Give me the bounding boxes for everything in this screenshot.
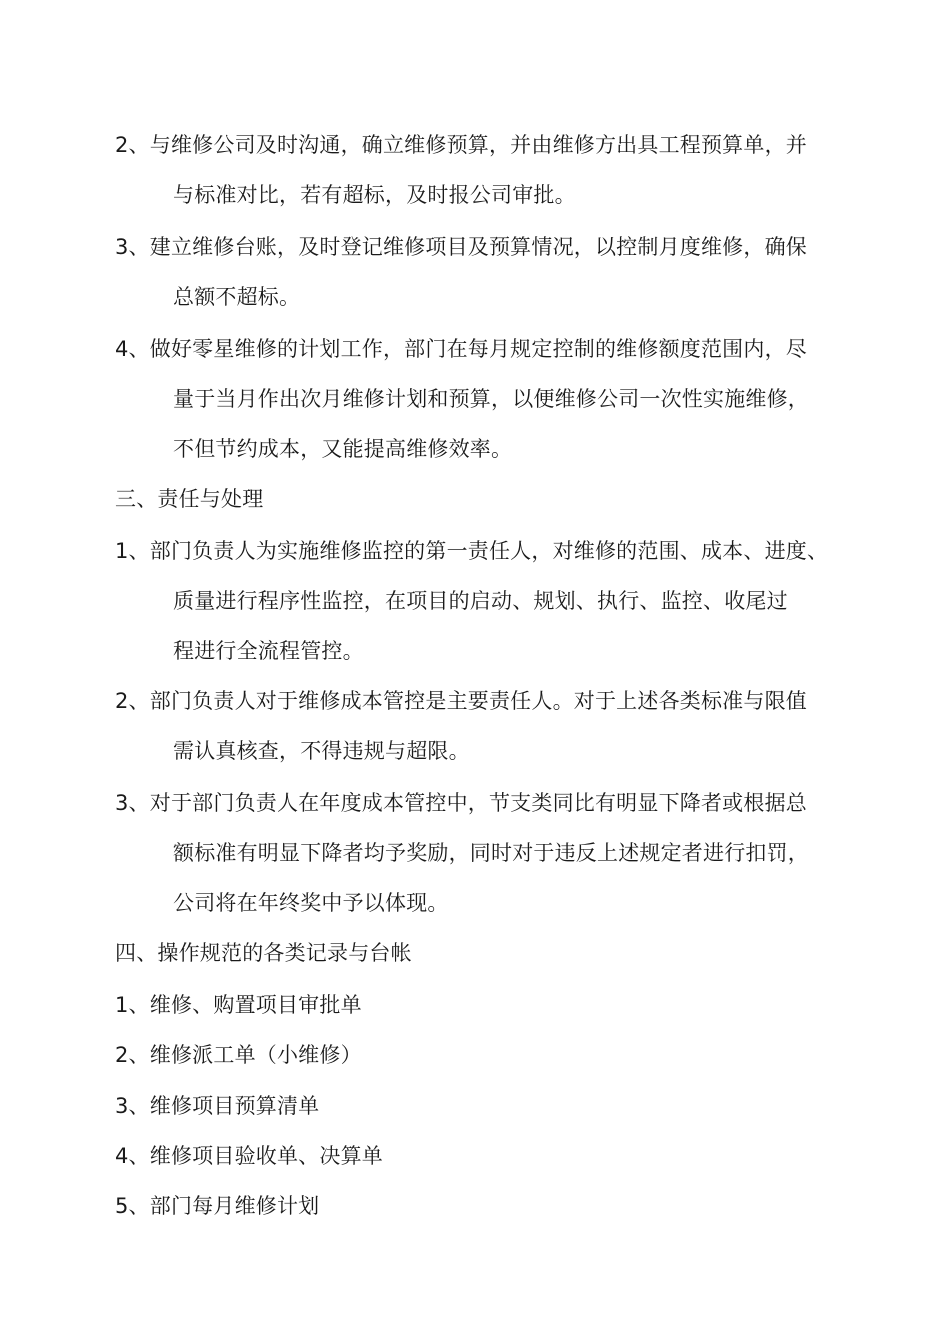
section-3-item-2-line-2: 需认真核查，不得违规与超限。 xyxy=(173,739,470,763)
section-4-item-5 xyxy=(115,1191,319,1221)
item-4-line-3: 不但节约成本，又能提高维修效率。 xyxy=(173,437,513,461)
item-text: 维修派工单（小维修） xyxy=(149,1043,362,1067)
section-4-heading: 四、操作规范的各类记录与台帐 xyxy=(115,941,412,965)
section-4-item-4 xyxy=(115,1141,383,1171)
item-text: 部门负责人对于维修成本管控是主要责任人。对于上述各类标准与限值 xyxy=(149,689,807,713)
item-3-line-1 xyxy=(115,232,807,262)
item-number: 2、 xyxy=(115,1043,150,1067)
item-text: 维修、购置项目审批单 xyxy=(149,993,362,1017)
item-4-line-2: 量于当月作出次月维修计划和预算，以便维修公司一次性实施维修， xyxy=(173,387,809,411)
item-text: 对于部门负责人在年度成本管控中，节支类同比有明显下降者或根据总 xyxy=(149,791,807,815)
item-text: 维修项目预算清单 xyxy=(149,1094,320,1118)
item-text: 部门负责人为实施维修监控的第一责任人，对维修的范围、成本、进度、 xyxy=(149,539,829,563)
item-3-line-2: 总额不超标。 xyxy=(173,285,301,309)
item-number: 5、 xyxy=(115,1194,150,1218)
item-number: 3、 xyxy=(115,235,150,259)
section-3-item-3-line-2: 额标准有明显下降者均予奖励，同时对于违反上述规定者进行扣罚， xyxy=(173,841,809,865)
section-4-item-2 xyxy=(115,1040,362,1070)
item-text: 建立维修台账，及时登记维修项目及预算情况，以控制月度维修，确保 xyxy=(149,235,807,259)
section-4-item-1 xyxy=(115,990,362,1020)
item-number: 1、 xyxy=(115,993,150,1017)
item-text: 做好零星维修的计划工作，部门在每月规定控制的维修额度范围内，尽 xyxy=(149,337,807,361)
section-3-item-3-line-3: 公司将在年终奖中予以体现。 xyxy=(173,891,449,915)
section-3-item-3-line-1 xyxy=(115,788,807,818)
item-2-line-2: 与标准对比，若有超标，及时报公司审批。 xyxy=(173,183,576,207)
section-3-item-1-line-2: 质量进行程序性监控，在项目的启动、规划、执行、监控、收尾过 xyxy=(173,589,788,613)
item-number: 1、 xyxy=(115,539,150,563)
item-number: 4、 xyxy=(115,337,150,361)
item-number: 4、 xyxy=(115,1144,150,1168)
item-number: 3、 xyxy=(115,791,150,815)
item-4-line-1 xyxy=(115,334,807,364)
item-number: 3、 xyxy=(115,1094,150,1118)
item-text: 维修项目验收单、决算单 xyxy=(149,1144,383,1168)
section-3-item-1-line-1 xyxy=(115,536,828,566)
item-text: 与维修公司及时沟通，确立维修预算，并由维修方出具工程预算单，并 xyxy=(149,133,807,157)
item-text: 部门每月维修计划 xyxy=(149,1194,320,1218)
section-3-item-1-line-3: 程进行全流程管控。 xyxy=(173,639,364,663)
section-3-item-2-line-1 xyxy=(115,686,807,716)
item-2-line-1 xyxy=(115,130,807,160)
item-number: 2、 xyxy=(115,133,150,157)
section-4-item-3 xyxy=(115,1091,319,1121)
item-number: 2、 xyxy=(115,689,150,713)
section-3-heading: 三、责任与处理 xyxy=(115,487,264,511)
